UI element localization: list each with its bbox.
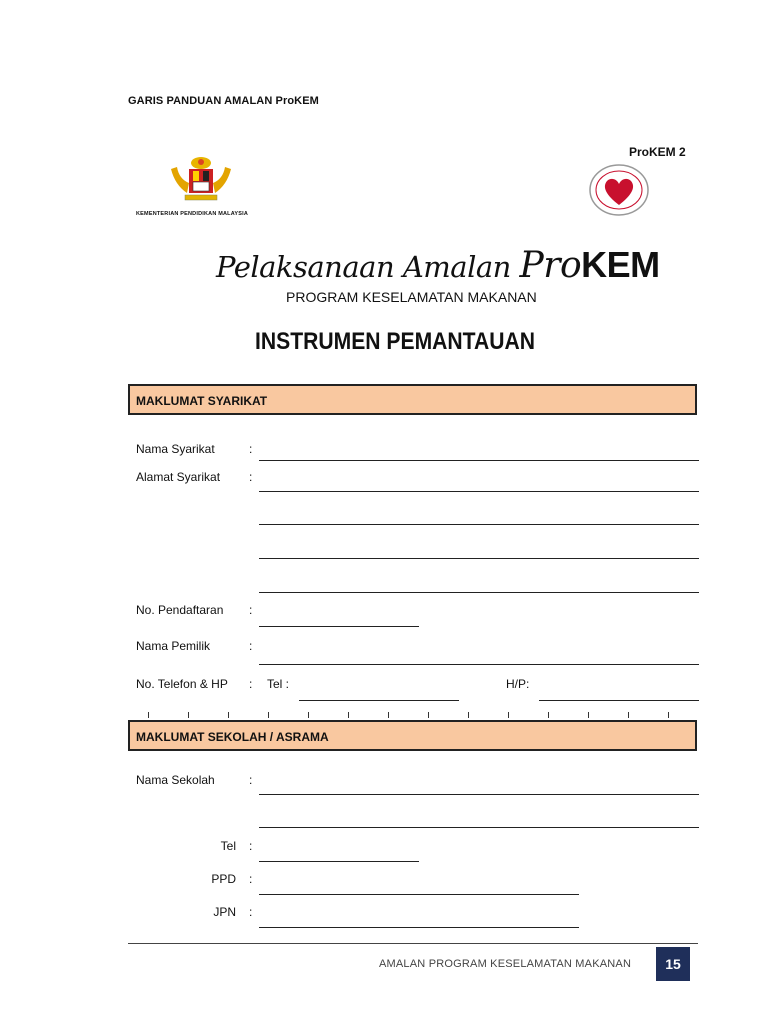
section-title-company: MAKLUMAT SYARIKAT xyxy=(136,394,268,408)
title-part-2: Pro xyxy=(519,245,582,286)
colon: : xyxy=(249,639,253,653)
label-phone-numbers: No. Telefon & HP xyxy=(136,677,228,691)
company-name-field[interactable] xyxy=(259,460,699,461)
company-address-field-1[interactable] xyxy=(259,491,699,492)
label-school-tel: Tel xyxy=(220,839,236,853)
tick-divider xyxy=(128,712,697,720)
ministry-name: KEMENTERIAN PENDIDIKAN MALAYSIA xyxy=(136,211,249,217)
colon: : xyxy=(249,677,253,691)
document-heading: INSTRUMEN PEMANTAUAN xyxy=(255,328,536,355)
label-registration-no: No. Pendaftaran xyxy=(136,603,224,617)
section-header-company xyxy=(128,384,697,415)
section-header-school xyxy=(128,720,697,751)
colon: : xyxy=(249,839,253,853)
label-company-address: Alamat Syarikat xyxy=(136,470,221,484)
document-subtitle: PROGRAM KESELAMATAN MAKANAN xyxy=(286,289,537,305)
tel-field[interactable] xyxy=(299,700,459,701)
label-school-name: Nama Sekolah xyxy=(136,773,215,787)
label-company-name: Nama Syarikat xyxy=(136,442,215,456)
label-hp: H/P: xyxy=(506,677,530,691)
label-tel: Tel : xyxy=(267,677,290,691)
school-name-field-2[interactable] xyxy=(259,827,699,828)
colon: : xyxy=(249,773,253,787)
page-number: 15 xyxy=(656,947,690,981)
colon: : xyxy=(249,470,253,484)
hp-field[interactable] xyxy=(539,700,699,701)
label-owner-name: Nama Pemilik xyxy=(136,639,211,653)
guide-title: GARIS PANDUAN AMALAN ProKEM xyxy=(128,95,319,107)
ministry-crest-logo xyxy=(165,155,237,207)
jpn-field[interactable] xyxy=(259,927,579,928)
registration-no-field[interactable] xyxy=(259,626,419,627)
section-title-school: MAKLUMAT SEKOLAH / ASRAMA xyxy=(136,730,329,744)
company-address-field-4[interactable] xyxy=(259,592,699,593)
prokem-tag: ProKEM 2 xyxy=(629,145,686,159)
colon: : xyxy=(249,872,253,886)
title-part-1: Pelaksanaan Amalan xyxy=(216,250,520,284)
school-name-field-1[interactable] xyxy=(259,794,699,795)
colon: : xyxy=(249,603,253,617)
document-title xyxy=(216,244,660,286)
label-jpn: JPN xyxy=(213,905,236,919)
company-address-field-3[interactable] xyxy=(259,558,699,559)
owner-name-field[interactable] xyxy=(259,664,699,665)
label-ppd: PPD xyxy=(211,872,236,886)
company-address-field-2[interactable] xyxy=(259,524,699,525)
footer-text: AMALAN PROGRAM KESELAMATAN MAKANAN xyxy=(379,958,632,970)
ppd-field[interactable] xyxy=(259,894,579,895)
food-safety-heart-logo xyxy=(588,163,650,217)
school-tel-field[interactable] xyxy=(259,861,419,862)
title-part-3: KEM xyxy=(581,244,660,285)
footer-divider xyxy=(128,943,698,944)
colon: : xyxy=(249,442,253,456)
colon: : xyxy=(249,905,253,919)
